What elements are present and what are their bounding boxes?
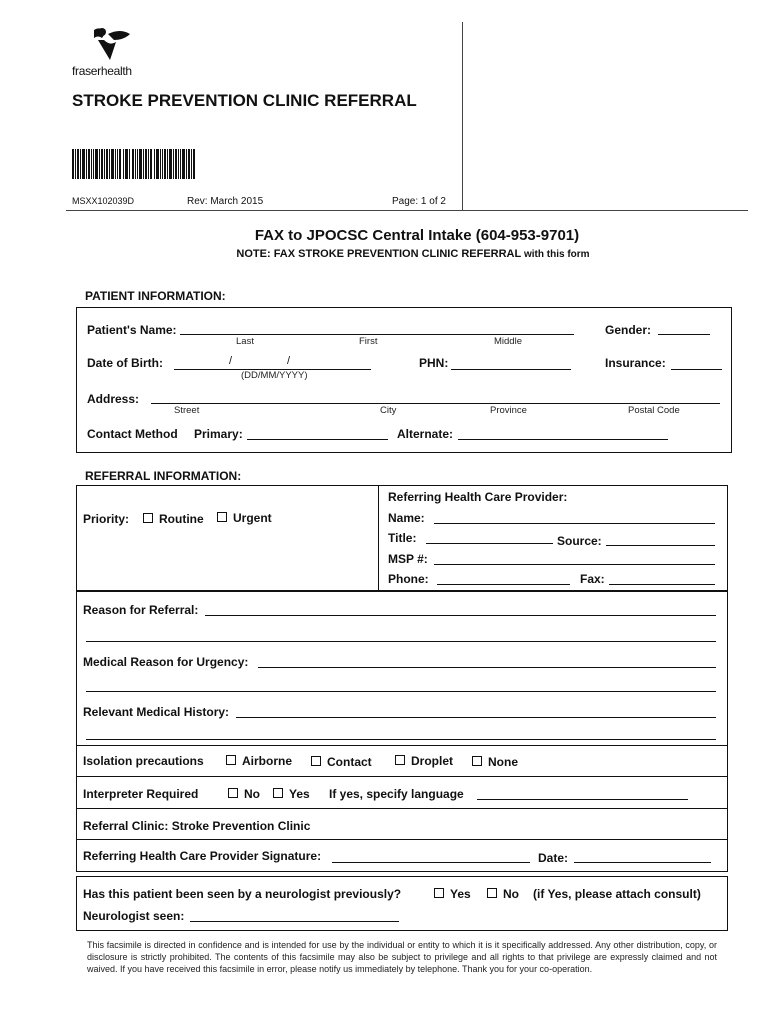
- provider-fax-label: Fax:: [580, 572, 605, 586]
- interpreter-yes-label: Yes: [289, 787, 310, 801]
- fax-note-rest: with this form: [521, 249, 590, 260]
- fax-instruction: FAX to JPOCSC Central Intake (604-953-9701): [254, 227, 580, 244]
- logo-text: fraserhealth: [72, 64, 132, 78]
- contact-checkbox[interactable]: [311, 756, 321, 766]
- reason-field-1[interactable]: [205, 615, 716, 616]
- phn-field[interactable]: [451, 369, 571, 370]
- fax-note: [0, 248, 770, 260]
- header-bottom-rule: [66, 210, 748, 211]
- alternate-contact-field[interactable]: [458, 439, 668, 440]
- alternate-label: Alternate:: [397, 427, 454, 441]
- neurologist-yes-checkbox[interactable]: [434, 888, 444, 898]
- provider-msp-field[interactable]: [434, 564, 715, 565]
- contact-method-label: Contact Method: [87, 427, 178, 441]
- interpreter-label: Interpreter Required: [83, 787, 199, 801]
- primary-contact-field[interactable]: [247, 439, 388, 440]
- form-title: STROKE PREVENTION CLINIC REFERRAL: [72, 91, 417, 110]
- none-label: None: [488, 755, 518, 769]
- provider-title-label: Title:: [388, 531, 417, 545]
- reason-field-2[interactable]: [86, 641, 716, 642]
- isolation-droplet[interactable]: [395, 754, 453, 768]
- neurologist-no-label: No: [503, 887, 519, 901]
- dob-slash-2: /: [287, 355, 291, 367]
- provider-msp-label: MSP #:: [388, 552, 428, 566]
- neurologist-no-checkbox[interactable]: [487, 888, 497, 898]
- none-checkbox[interactable]: [472, 756, 482, 766]
- address-sub-street: Street: [174, 405, 200, 416]
- urgent-label: Urgent: [233, 511, 272, 525]
- droplet-checkbox[interactable]: [395, 755, 405, 765]
- patient-name-field[interactable]: [180, 334, 574, 335]
- address-field[interactable]: [151, 403, 720, 404]
- interpreter-yes[interactable]: [273, 787, 310, 801]
- provider-name-label: Name:: [388, 511, 425, 525]
- address-sub-province: Province: [490, 405, 527, 416]
- routine-label: Routine: [159, 512, 204, 526]
- neurologist-yes[interactable]: [434, 887, 471, 901]
- signature-field[interactable]: [332, 862, 530, 863]
- provider-heading: Referring Health Care Provider:: [388, 490, 568, 504]
- page-number: Page: 1 of 2: [392, 196, 446, 207]
- interpreter-no-checkbox[interactable]: [228, 788, 238, 798]
- header-vertical-divider: [462, 22, 463, 211]
- provider-source-label: Source:: [557, 534, 602, 548]
- priority-urgent[interactable]: [217, 511, 272, 525]
- airborne-checkbox[interactable]: [226, 755, 236, 765]
- history-field-2[interactable]: [86, 739, 716, 740]
- neurologist-no[interactable]: [487, 887, 519, 901]
- isolation-contact[interactable]: [311, 755, 372, 769]
- neurologist-attach-note: (if Yes, please attach consult): [533, 887, 701, 901]
- insurance-field[interactable]: [671, 369, 722, 370]
- gender-field[interactable]: [658, 334, 710, 335]
- name-sub-first: First: [359, 336, 378, 347]
- droplet-label: Droplet: [411, 754, 453, 768]
- neurologist-yes-label: Yes: [450, 887, 471, 901]
- routine-checkbox[interactable]: [143, 513, 153, 523]
- dob-label: Date of Birth:: [87, 356, 163, 370]
- provider-phone-label: Phone:: [388, 572, 429, 586]
- signature-label: Referring Health Care Provider Signature:: [83, 849, 322, 863]
- contact-label: Contact: [327, 755, 372, 769]
- patient-name-label: Patient's Name:: [87, 323, 177, 337]
- name-sub-middle: Middle: [494, 336, 522, 347]
- dob-slash-1: /: [229, 355, 233, 367]
- phn-label: PHN:: [419, 356, 449, 370]
- history-label: Relevant Medical History:: [83, 705, 230, 719]
- urgency-label: Medical Reason for Urgency:: [83, 655, 249, 669]
- interpreter-no[interactable]: [228, 787, 260, 801]
- address-sub-city: City: [380, 405, 397, 416]
- reason-label: Reason for Referral:: [83, 603, 199, 617]
- provider-title-field[interactable]: [426, 543, 553, 544]
- urgency-field-1[interactable]: [258, 667, 716, 668]
- isolation-row-rule: [77, 745, 727, 746]
- confidentiality-disclaimer: This facsimile is directed in confidence and is intended for use by the individual or entity to which it is it specifically addressed. Any other distribution, copy, or disclosure is strictly prohibited. The contents of this facsimile may also be subject to privilege and all rights to that privilege are expressly claimed and not waived. If you have received this facsimile in error, please notify us immediately by telephone. Thank you for your co-operation.: [87, 940, 717, 974]
- referral-clinic: Referral Clinic: Stroke Prevention Clinic: [83, 819, 311, 833]
- address-label: Address:: [87, 392, 140, 406]
- fax-note-bold: NOTE: FAX STROKE PREVENTION CLINIC REFERRAL: [236, 248, 522, 260]
- language-field[interactable]: [477, 799, 688, 800]
- isolation-airborne[interactable]: [226, 754, 292, 768]
- urgency-field-2[interactable]: [86, 691, 716, 692]
- airborne-label: Airborne: [242, 754, 293, 768]
- interpreter-row-rule: [77, 776, 727, 777]
- urgent-checkbox[interactable]: [217, 512, 227, 522]
- dob-format-hint: (DD/MM/YYYY): [241, 370, 308, 381]
- neurologist-question: Has this patient been seen by a neurologist previously?: [83, 887, 402, 901]
- priority-routine[interactable]: [143, 512, 204, 526]
- patient-info-heading: PATIENT INFORMATION:: [85, 289, 226, 303]
- interpreter-no-label: No: [244, 787, 260, 801]
- clinic-row-rule: [77, 808, 727, 809]
- signature-date-field[interactable]: [574, 862, 711, 863]
- neurologist-seen-label: Neurologist seen:: [83, 909, 185, 923]
- priority-label: Priority:: [83, 512, 130, 526]
- barcode: [72, 149, 196, 179]
- signature-date-label: Date:: [538, 851, 569, 865]
- history-field-1[interactable]: [236, 717, 716, 718]
- name-sub-last: Last: [236, 336, 254, 347]
- neurologist-seen-field[interactable]: [190, 921, 399, 922]
- form-code: MSXX102039D: [72, 196, 135, 206]
- provider-source-field[interactable]: [606, 545, 715, 546]
- fraserhealth-logo: [72, 26, 142, 80]
- referral-info-heading: REFERRAL INFORMATION:: [85, 469, 242, 483]
- isolation-label: Isolation precautions: [83, 754, 204, 768]
- address-sub-postal: Postal Code: [628, 405, 680, 416]
- gender-label: Gender:: [605, 323, 652, 337]
- signature-row-rule: [77, 839, 727, 840]
- primary-label: Primary:: [194, 427, 243, 441]
- revision-date: Rev: March 2015: [187, 196, 264, 207]
- interpreter-yes-checkbox[interactable]: [273, 788, 283, 798]
- provider-name-field[interactable]: [434, 523, 715, 524]
- provider-fax-field[interactable]: [609, 584, 715, 585]
- provider-phone-field[interactable]: [437, 584, 570, 585]
- logo-figure-icon: [80, 26, 140, 62]
- isolation-none[interactable]: [472, 755, 518, 769]
- referral-top-divider: [378, 486, 379, 591]
- language-label: If yes, specify language: [329, 787, 464, 801]
- insurance-label: Insurance:: [605, 356, 666, 370]
